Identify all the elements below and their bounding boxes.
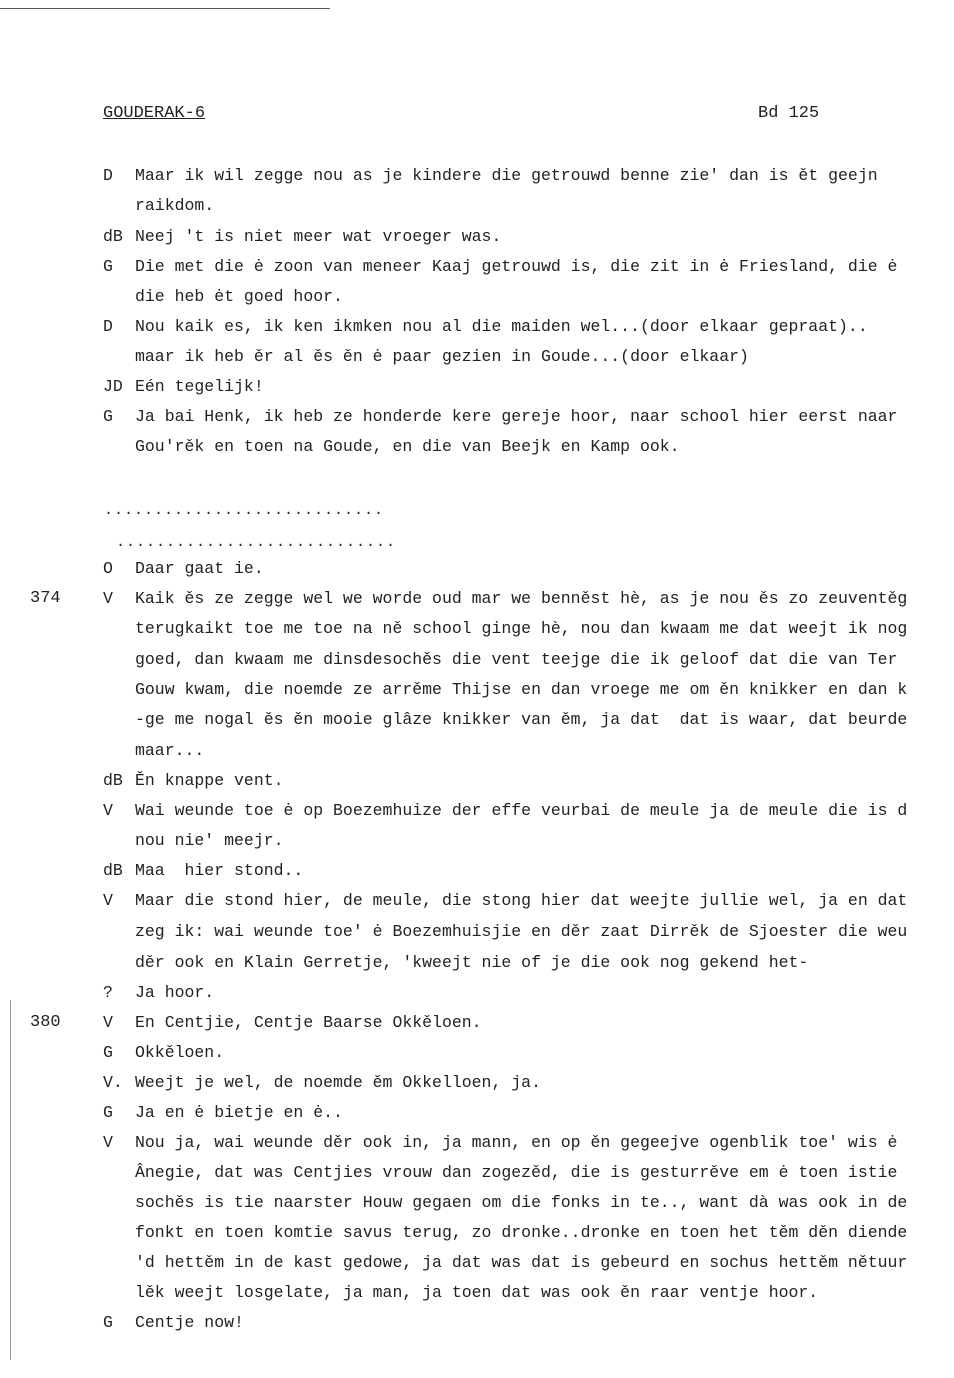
utterance-text: Maar die stond hier, de meule, die stong hier dat weejte jullie wel, ja en dat (135, 891, 908, 910)
transcript-line (0, 254, 954, 280)
speaker-label: V (103, 891, 113, 910)
transcript-line (0, 193, 954, 219)
top-rule (0, 8, 330, 9)
utterance-text: Eén tegelijk! (135, 377, 264, 396)
transcript-line (0, 1160, 954, 1186)
transcript-line (0, 768, 954, 794)
transcript-line (0, 224, 954, 250)
speaker-label: JD (103, 377, 123, 396)
speaker-label: V (103, 1133, 113, 1152)
utterance-text: Gouw kwam, die noemde ze arrěme Thijse en dan vroege me om ěn knikker en dan k (135, 680, 908, 699)
transcript-line (0, 950, 954, 976)
transcript-line (0, 586, 954, 612)
transcript-line (0, 1010, 954, 1036)
utterance-text: Centje now! (135, 1313, 244, 1332)
utterance-text: Gou'rěk en toen na Goude, en die van Beejk en Kamp ook. (135, 437, 680, 456)
speaker-label: dB (103, 771, 123, 790)
utterance-text: Okkěloen. (135, 1043, 225, 1062)
transcript-line (0, 1310, 954, 1336)
transcript-line (0, 647, 954, 673)
utterance-text: die heb ėt goed hoor. (135, 287, 343, 306)
transcript-line (0, 1190, 954, 1216)
utterance-text: -ge me nogal ěs ěn mooie glâze knikker van ěm, ja dat dat is waar, dat beurde (135, 710, 908, 729)
transcript-line (0, 1280, 954, 1306)
utterance-text: raikdom. (135, 196, 215, 215)
utterance-text: Ja en ė bietje en ė.. (135, 1103, 343, 1122)
utterance-text: nou nie' meejr. (135, 831, 284, 850)
transcript-line (0, 616, 954, 642)
transcript-line (0, 1100, 954, 1126)
utterance-text: fonkt en toen komtie savus terug, zo dronke..dronke en toen het těm děn diende (135, 1223, 908, 1242)
utterance-text: Weejt je wel, de noemde ěm Okkelloen, ja. (135, 1073, 541, 1092)
speaker-label: G (103, 407, 113, 426)
transcript-line (0, 314, 954, 340)
utterance-text: Daar gaat ie. (135, 559, 264, 578)
speaker-label: G (103, 1103, 113, 1122)
transcript-line (0, 798, 954, 824)
utterance-text: Ja bai Henk, ik heb ze honderde kere gereje hoor, naar school hier eerst naar (135, 407, 898, 426)
transcript-line (0, 1130, 954, 1156)
utterance-text: Ěn knappe vent. (135, 771, 284, 790)
transcript-line (0, 284, 954, 310)
transcript-line (0, 888, 954, 914)
speaker-label: V (103, 1013, 113, 1032)
transcript-line (0, 858, 954, 884)
separator-dots-1: ............................ (104, 502, 385, 519)
utterance-text: Neej 't is niet meer wat vroeger was. (135, 227, 502, 246)
utterance-text: děr ook en Klain Gerretje, 'kweejt nie of je die ook nog gekend het- (135, 953, 809, 972)
speaker-label: O (103, 559, 113, 578)
utterance-text: maar ik heb ěr al ěs ěn ė paar gezien in Goude...(door elkaar) (135, 347, 749, 366)
speaker-label: G (103, 1043, 113, 1062)
utterance-text: Die met die ė zoon van meneer Kaaj getrouwd is, die zit in ė Friesland, die ė (135, 257, 898, 276)
transcript-line (0, 828, 954, 854)
speaker-label: dB (103, 227, 123, 246)
utterance-text: goed, dan kwaam me dinsdesochěs die vent teejge die ik geloof dat die van Ter (135, 650, 898, 669)
speaker-label: G (103, 1313, 113, 1332)
speaker-label: V. (103, 1073, 123, 1092)
line-number: 374 (30, 589, 61, 608)
transcript-line (0, 434, 954, 460)
utterance-text: Ânegie, dat was Centjies vrouw dan zogezěd, die is gesturrěve em ė toen istie (135, 1163, 898, 1182)
transcript-line (0, 556, 954, 582)
utterance-text: lěk weejt losgelate, ja man, ja toen dat was ook ěn raar ventje hoor. (135, 1283, 819, 1302)
transcript-line (0, 374, 954, 400)
transcript-line (0, 163, 954, 189)
utterance-text: Nou ja, wai weunde děr ook in, ja mann, en op ěn gegeejve ogenblik toe' wis ė (135, 1133, 898, 1152)
utterance-text: Kaik ěs ze zegge wel we worde oud mar we benněst hè, as je nou ěs zo zeuventěg (135, 589, 908, 608)
transcript-line (0, 919, 954, 945)
transcript-line (0, 980, 954, 1006)
utterance-text: terugkaikt toe me toe na ně school ginge hè, nou dan kwaam me dat weejt ik nog (135, 619, 908, 638)
utterance-text: Ja hoor. (135, 983, 215, 1002)
utterance-text: zeg ik: wai weunde toe' ė Boezemhuisjie en děr zaat Dirrěk de Sjoester die weu (135, 922, 908, 941)
transcript-line (0, 344, 954, 370)
document-title: GOUDERAK-6 (103, 104, 206, 123)
transcript-line (0, 1040, 954, 1066)
speaker-label: V (103, 589, 113, 608)
transcript-line (0, 738, 954, 764)
speaker-label: D (103, 166, 113, 185)
transcript-line (0, 1250, 954, 1276)
utterance-text: Nou kaik es, ik ken ikmken nou al die maiden wel...(door elkaar gepraat).. (135, 317, 868, 336)
utterance-text: maar... (135, 741, 205, 760)
transcript-line (0, 404, 954, 430)
speaker-label: V (103, 801, 113, 820)
utterance-text: sochěs is tie naarster Houw gegaen om die fonks in te.., want dà was ook in de (135, 1193, 908, 1212)
transcript-line (0, 1070, 954, 1096)
speaker-label: D (103, 317, 113, 336)
separator-dots-2: ............................ (116, 534, 397, 551)
utterance-text: En Centjie, Centje Baarse Okkěloen. (135, 1013, 482, 1032)
utterance-text: Maar ik wil zegge nou as je kindere die getrouwd benne zie' dan is ět geejn (135, 166, 878, 185)
utterance-text: Maa hier stond.. (135, 861, 304, 880)
page-reference: Bd 125 (758, 104, 820, 123)
speaker-label: dB (103, 861, 123, 880)
utterance-text: Wai weunde toe ė op Boezemhuize der effe veurbai de meule ja de meule die is d (135, 801, 908, 820)
speaker-label: ? (103, 983, 113, 1002)
transcript-line (0, 677, 954, 703)
transcript-line (0, 707, 954, 733)
line-number: 380 (30, 1013, 61, 1032)
speaker-label: G (103, 257, 113, 276)
transcript-line (0, 1220, 954, 1246)
utterance-text: 'd hettěm in de kast gedowe, ja dat was dat is gebeurd en sochus hettěm nětuur (135, 1253, 908, 1272)
